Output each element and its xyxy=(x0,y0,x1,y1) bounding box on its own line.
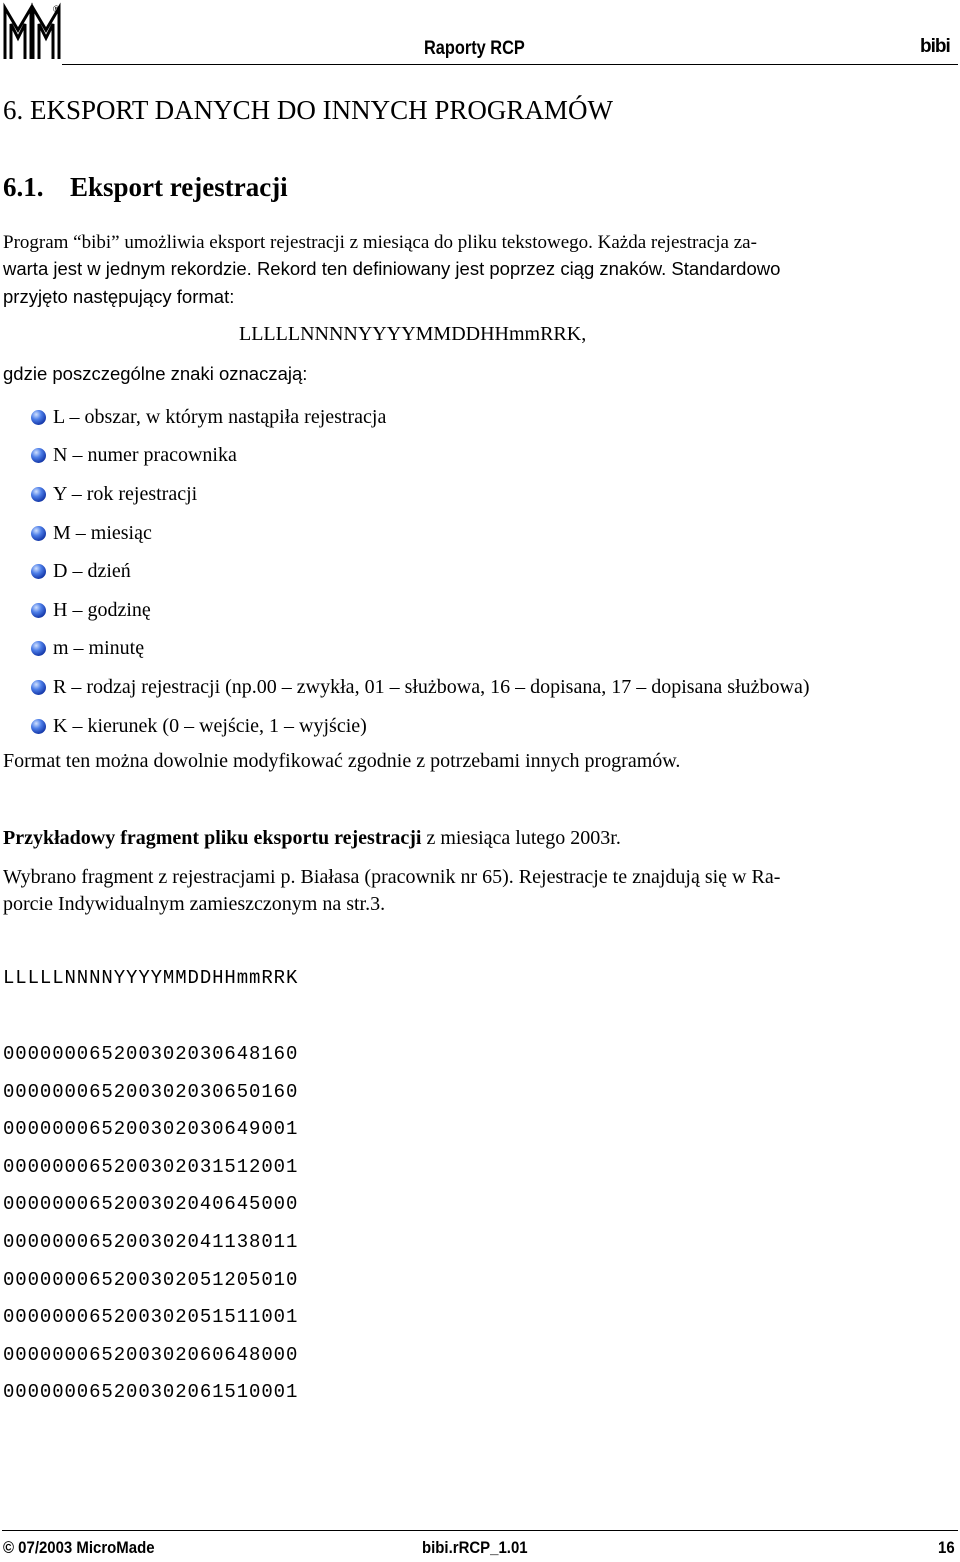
data-row: 000000065200302060648000 xyxy=(3,1343,299,1366)
data-row: 000000065200302051511001 xyxy=(3,1306,299,1329)
legend-item-text: m – minutę xyxy=(53,637,145,660)
data-row: 000000065200302051205010 xyxy=(3,1268,299,1291)
legend-list xyxy=(31,398,809,745)
subsection-heading xyxy=(3,172,288,203)
list-item xyxy=(31,630,809,669)
list-item xyxy=(31,707,809,746)
legend-item-text: D – dzień xyxy=(53,560,131,583)
intro-line-3: przyjęto następujący format: xyxy=(3,286,235,307)
example-title-bold: Przykładowy fragment pliku eksportu rejestracji xyxy=(3,827,422,849)
example-title xyxy=(3,827,621,850)
format-note: Format ten można dowolnie modyfikować zgodnie z potrzebami innych programów. xyxy=(3,750,681,772)
legend-item-text: K – kierunek (0 – wejście, 1 – wyjście) xyxy=(53,714,367,737)
bullet-icon xyxy=(31,526,46,541)
data-row: 000000065200302030648160 xyxy=(3,1043,299,1065)
legend-item-text: H – godzinę xyxy=(53,598,151,621)
bullet-icon xyxy=(31,487,46,502)
bullet-icon xyxy=(31,641,46,656)
micromade-logo-icon xyxy=(2,2,62,62)
legend-item-text: M – miesiąc xyxy=(53,521,152,544)
subsection-title: Eksport rejestracji xyxy=(70,172,288,202)
list-item xyxy=(31,398,809,437)
header-title: Raporty RCP xyxy=(424,38,525,59)
data-row: 000000065200302041138011 xyxy=(3,1230,299,1253)
bullet-icon xyxy=(31,603,46,618)
data-row: 000000065200302031512001 xyxy=(3,1155,299,1178)
example-desc-line-2: porcie Indywidualnym zamieszczonym na str.3. xyxy=(3,893,386,915)
footer-page-number: 16 xyxy=(938,1538,955,1557)
data-row: 000000065200302040645000 xyxy=(3,1193,299,1216)
legend-intro: gdzie poszczególne znaki oznaczają: xyxy=(3,363,308,384)
intro-line-2: warta jest w jednym rekordzie. Rekord ten definiowany jest poprzez ciąg znaków. Standardowo xyxy=(3,258,781,279)
list-item xyxy=(31,475,809,514)
subsection-number: 6.1. xyxy=(3,172,44,202)
list-item xyxy=(31,591,809,630)
footer-copyright: © 07/2003 MicroMade xyxy=(3,1538,155,1557)
legend-item-text: R – rodzaj rejestracji (np.00 – zwykła, 01 – służbowa, 16 – dopisana, 17 – dopisana służbowa) xyxy=(53,675,810,698)
example-title-rest: z miesiąca lutego 2003r. xyxy=(421,827,621,849)
bullet-icon xyxy=(31,680,46,695)
list-item xyxy=(31,552,809,591)
legend-item-text: N – numer pracownika xyxy=(53,444,237,467)
header-divider xyxy=(62,64,958,65)
bullet-icon xyxy=(31,564,46,579)
legend-item-text: L – obszar, w którym nastąpiła rejestracja xyxy=(53,405,387,428)
data-row: 000000065200302030650160 xyxy=(3,1080,299,1103)
data-header: LLLLLNNNNYYYYMMDDHHmmRRK xyxy=(3,967,299,989)
section-heading: 6. EKSPORT DANYCH DO INNYCH PROGRAMÓW xyxy=(3,95,613,125)
data-rows xyxy=(3,1041,298,1417)
bullet-icon xyxy=(31,719,46,734)
data-row: 000000065200302061510001 xyxy=(3,1381,299,1404)
intro-line-1: Program “bibi” umożliwia eksport rejestracji z miesiąca do pliku tekstowego. Każda rejestracja za- xyxy=(3,232,757,253)
header-brand: bibi xyxy=(920,36,950,57)
data-row: 000000065200302030649001 xyxy=(3,1118,299,1141)
legend-item-text: Y – rok rejestracji xyxy=(53,482,198,505)
footer-divider xyxy=(2,1530,958,1531)
footer-doc-id: bibi.rRCP_1.01 xyxy=(422,1538,528,1557)
list-item xyxy=(31,437,809,476)
svg-text:®: ® xyxy=(53,4,60,14)
list-item xyxy=(31,514,809,553)
format-string: LLLLLNNNNYYYYMMDDHHmmRRK, xyxy=(239,323,587,345)
list-item xyxy=(31,668,809,707)
bullet-icon xyxy=(31,448,46,463)
example-desc-line-1: Wybrano fragment z rejestracjami p. Białasa (pracownik nr 65). Rejestracje te znajdują się w Ra- xyxy=(3,866,781,888)
bullet-icon xyxy=(31,410,46,425)
